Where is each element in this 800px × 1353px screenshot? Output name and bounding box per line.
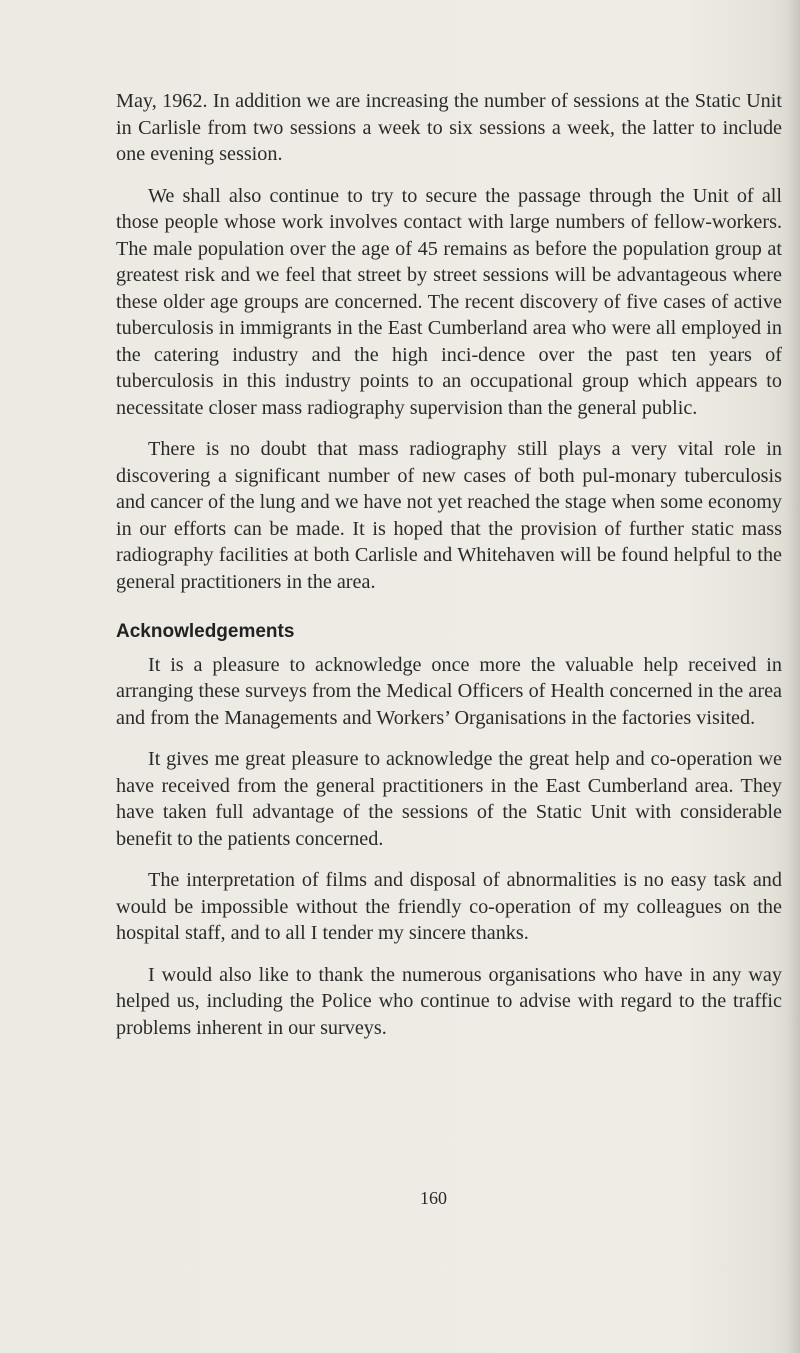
section-heading-acknowledgements: Acknowledgements (116, 621, 295, 642)
page-edge-shadow (786, 0, 800, 1353)
paragraph-sessions: May, 1962. In addition we are increasing the number of sessions at the Static Unit in Carlisle from two sessions a week to six sessions a week, the latter to include one evening session. (116, 90, 782, 165)
paragraph-ack-organisations: I would also like to thank the numerous organisations who have in any way helped us, including the Police who continue to advise with regard to the traffic problems inherent in our surveys. (116, 963, 782, 1039)
paragraph-ack-colleagues: The interpretation of films and disposal of abnormalities is no easy task and would be impossible without the friendly co-operation of my colleagues on the hospital staff, and to all I tender my sincere thanks. (116, 869, 782, 944)
paragraph-passage-through-unit: We shall also continue to try to secure the passage through the Unit of all those people whose work involves contact with large numbers of fellow-workers. The male population over the age of 45 remains as before the population group at greatest risk and we feel that street by street sessions will be advantageous where these older age groups are concerned. The recent discovery of five cases of active tuberculosis in immigrants in the East Cumberland area who were all employed in the catering industry and the high inci-dence over the past ten years of tuberculosis in this industry points to an occupational group which appears to necessitate closer mass radiography supervision than the general public. (116, 184, 782, 419)
paragraph-ack-general-practitioners: It gives me great pleasure to acknowledge the great help and co-operation we have received from the general practitioners in the East Cumberland area. They have taken full advantage of the sessions of the Static Unit with considerable benefit to the patients concerned. (116, 748, 782, 850)
body-text (116, 88, 782, 1056)
page-number: 160 (420, 1188, 447, 1208)
paragraph-mass-radiography-role: There is no doubt that mass radiography still plays a very vital role in discovering a significant number of new cases of both pul-monary tuberculosis and cancer of the lung and we have not yet reached the stage when some economy in our efforts can be made. It is hoped that the provision of further static mass radiography facilities at both Carlisle and Whitehaven will be found helpful to the general practitioners in the area. (116, 438, 782, 593)
paragraph-ack-medical-officers: It is a pleasure to acknowledge once more the valuable help received in arranging these surveys from the Medical Officers of Health concerned in the area and from the Managements and Workers’ Organisations in the factories visited. (116, 653, 782, 729)
